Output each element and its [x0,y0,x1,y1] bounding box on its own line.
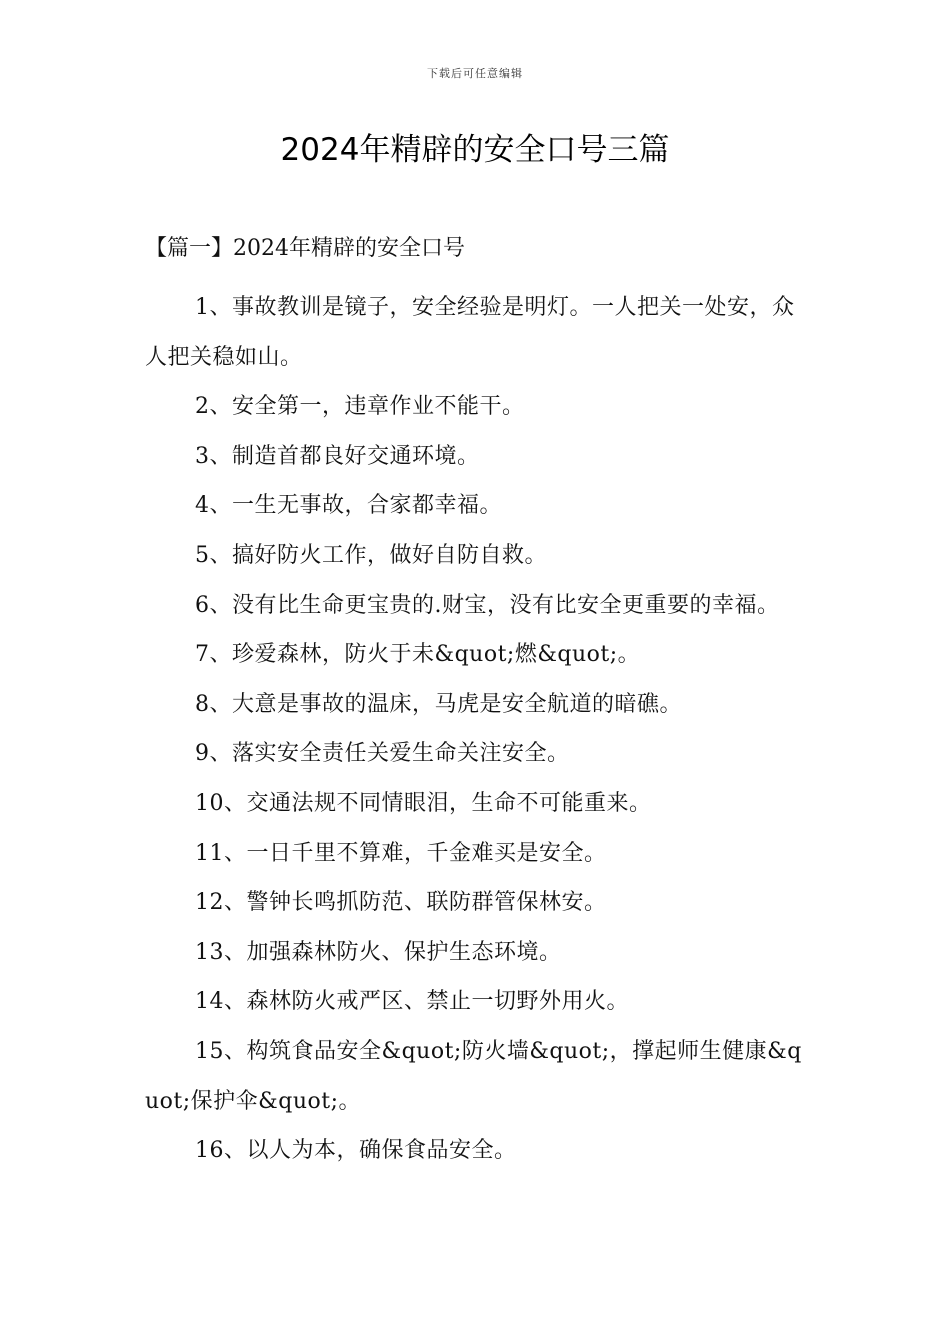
slogan-item: 4、一生无事故，合家都幸福。 [195,493,502,519]
slogan-item: 1、事故教训是镜子，安全经验是明灯。一人把关一处安，众人把关稳如山。 [145,295,795,370]
slogan-item: 10、交通法规不同情眼泪，生命不可能重来。 [195,790,652,816]
section-heading: 【篇一】2024年精辟的安全口号 [145,236,465,261]
slogan-item: 14、森林防火戒严区、禁止一切野外用火。 [195,989,629,1015]
slogan-item: 6、没有比生命更宝贵的.财宝，没有比安全更重要的幸福。 [195,592,780,618]
slogan-list [145,283,810,1176]
slogan-item: 8、大意是事故的温床，马虎是安全航道的暗礁。 [195,691,682,717]
slogan-item: 7、珍爱森林，防火于未&quot;燃&quot;。 [195,642,641,668]
document-title: 2024年精辟的安全口号三篇 [280,132,670,168]
slogan-item: 9、落实安全责任关爱生命关注安全。 [195,741,570,767]
slogan-item: 16、以人为本，确保食品安全。 [195,1138,517,1164]
header-note: 下载后可任意编辑 [427,67,523,80]
slogan-item: 2、安全第一，违章作业不能干。 [195,394,525,420]
slogan-item: 5、搞好防火工作，做好自防自救。 [195,542,547,568]
slogan-item: 3、制造首都良好交通环境。 [195,443,480,469]
slogan-item: 15、构筑食品安全&quot;防火墙&quot;，撑起师生健康&quot;保护伞&quot;。 [145,1038,802,1114]
slogan-item: 12、警钟长鸣抓防范、联防群管保林安。 [195,890,607,916]
slogan-item: 11、一日千里不算难，千金难买是安全。 [195,840,607,866]
slogan-item: 13、加强森林防火、保护生态环境。 [195,939,562,965]
